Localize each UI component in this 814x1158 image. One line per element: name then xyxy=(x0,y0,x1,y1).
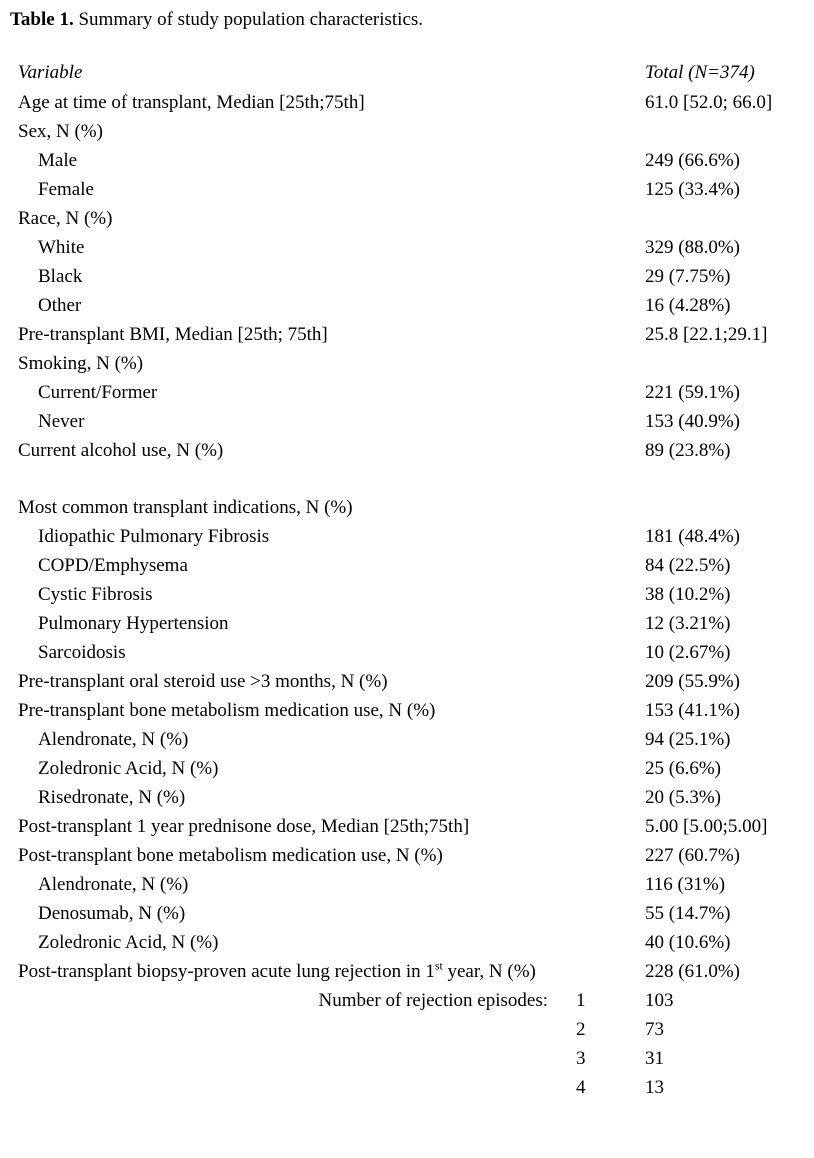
episode-count: 13 xyxy=(645,1077,664,1098)
row-label: Risedronate, N (%) xyxy=(38,787,186,808)
row-value: 84 (22.5%) xyxy=(645,555,731,576)
row-value: 55 (14.7%) xyxy=(645,903,731,924)
row-label: Cystic Fibrosis xyxy=(38,584,153,605)
table-row xyxy=(18,349,804,378)
table-row xyxy=(18,580,804,609)
row-value: 153 (40.9%) xyxy=(645,411,740,432)
table-row xyxy=(18,870,804,899)
row-label: Post-transplant bone metabolism medication use, N (%) xyxy=(18,845,443,866)
table-row xyxy=(18,407,804,436)
row-value: 16 (4.28%) xyxy=(645,295,731,316)
row-label: Zoledronic Acid, N (%) xyxy=(38,932,219,953)
row-label: Pre-transplant oral steroid use >3 months, N (%) xyxy=(18,671,388,692)
table-row xyxy=(18,493,804,522)
table-row xyxy=(18,609,804,638)
row-value: 228 (61.0%) xyxy=(645,961,740,982)
table-row xyxy=(18,841,804,870)
table-row xyxy=(18,320,804,349)
row-value: 61.0 [52.0; 66.0] xyxy=(645,92,773,113)
row-value: 227 (60.7%) xyxy=(645,845,740,866)
row-label: Other xyxy=(38,295,82,316)
table-row xyxy=(18,696,804,725)
table-row xyxy=(18,436,804,465)
row-label: Black xyxy=(38,266,83,287)
row-value: 29 (7.75%) xyxy=(645,266,731,287)
table-row xyxy=(18,262,804,291)
table-header-row xyxy=(18,58,804,87)
row-label: Idiopathic Pulmonary Fibrosis xyxy=(38,526,270,547)
table-row xyxy=(18,204,804,233)
table-body xyxy=(18,88,804,986)
episode-number: 4 xyxy=(576,1077,586,1098)
row-label: Most common transplant indications, N (%) xyxy=(18,497,353,518)
table-row xyxy=(18,899,804,928)
row-label: Alendronate, N (%) xyxy=(38,874,189,895)
rejection-episodes-label: Number of rejection episodes: xyxy=(318,990,548,1011)
row-value: 94 (25.1%) xyxy=(645,729,731,750)
superscript-ordinal: st xyxy=(434,959,443,973)
row-label: Post-transplant 1 year prednisone dose, Median [25th;75th] xyxy=(18,816,470,837)
table-row xyxy=(18,378,804,407)
table-caption xyxy=(10,8,804,32)
row-label: Male xyxy=(38,150,78,171)
row-value: 181 (48.4%) xyxy=(645,526,740,547)
row-label: Pre-transplant BMI, Median [25th; 75th] xyxy=(18,324,328,345)
row-label: Post-transplant biopsy-proven acute lung rejection in 1st year, N (%) xyxy=(18,959,536,982)
row-label: Never xyxy=(38,411,85,432)
table-row xyxy=(18,638,804,667)
row-label: White xyxy=(38,237,85,258)
table-row xyxy=(18,233,804,262)
row-value: 38 (10.2%) xyxy=(645,584,731,605)
row-value: 125 (33.4%) xyxy=(645,179,740,200)
row-value: 10 (2.67%) xyxy=(645,642,731,663)
column-header-total: Total (N=374) xyxy=(645,62,755,83)
episode-number: 1 xyxy=(576,990,586,1011)
row-value: 5.00 [5.00;5.00] xyxy=(645,816,768,837)
summary-table xyxy=(18,58,804,1102)
table-row xyxy=(18,667,804,696)
row-value: 329 (88.0%) xyxy=(645,237,740,258)
episode-count: 31 xyxy=(645,1048,664,1069)
table-caption-label: Table 1. xyxy=(10,9,74,30)
row-label: Race, N (%) xyxy=(18,208,113,229)
rejection-episode-row xyxy=(18,986,804,1015)
row-label: Sarcoidosis xyxy=(38,642,126,663)
row-label: Zoledronic Acid, N (%) xyxy=(38,758,219,779)
row-value: 209 (55.9%) xyxy=(645,671,740,692)
row-label: Pre-transplant bone metabolism medication use, N (%) xyxy=(18,700,436,721)
row-label: COPD/Emphysema xyxy=(38,555,188,576)
table-row xyxy=(18,175,804,204)
table-row xyxy=(18,146,804,175)
episode-number: 3 xyxy=(576,1048,586,1069)
column-header-variable: Variable xyxy=(18,62,83,83)
episode-count: 73 xyxy=(645,1019,664,1040)
row-value: 116 (31%) xyxy=(645,874,726,895)
row-label: Age at time of transplant, Median [25th;75th] xyxy=(18,92,365,113)
row-value: 25 (6.6%) xyxy=(645,758,721,779)
row-value: 249 (66.6%) xyxy=(645,150,740,171)
rejection-episode-row xyxy=(18,1015,804,1044)
row-label: Denosumab, N (%) xyxy=(38,903,186,924)
row-value: 221 (59.1%) xyxy=(645,382,740,403)
row-label: Pulmonary Hypertension xyxy=(38,613,229,634)
table-row xyxy=(18,812,804,841)
row-label: Current/Former xyxy=(38,382,158,403)
row-value: 153 (41.1%) xyxy=(645,700,740,721)
row-value: 40 (10.6%) xyxy=(645,932,731,953)
episode-number: 2 xyxy=(576,1019,586,1040)
row-value: 12 (3.21%) xyxy=(645,613,731,634)
row-label: Smoking, N (%) xyxy=(18,353,144,374)
rejection-episode-row xyxy=(18,1073,804,1102)
table-row xyxy=(18,725,804,754)
table-row xyxy=(18,783,804,812)
table-row xyxy=(18,928,804,957)
row-label: Alendronate, N (%) xyxy=(38,729,189,750)
table-row xyxy=(18,117,804,146)
table-row xyxy=(18,551,804,580)
row-value: 89 (23.8%) xyxy=(645,440,731,461)
row-value: 20 (5.3%) xyxy=(645,787,721,808)
row-label: Sex, N (%) xyxy=(18,121,103,142)
row-label: Current alcohol use, N (%) xyxy=(18,440,224,461)
table-row xyxy=(18,291,804,320)
rejection-episode-row xyxy=(18,1044,804,1073)
rejection-episodes-block xyxy=(18,986,804,1102)
row-value: 25.8 [22.1;29.1] xyxy=(645,324,768,345)
table-row xyxy=(18,957,804,986)
table-row xyxy=(18,522,804,551)
table-row xyxy=(18,754,804,783)
table-caption-text: Summary of study population characteristics. xyxy=(73,9,424,30)
row-label: Female xyxy=(38,179,94,200)
episode-count: 103 xyxy=(645,990,674,1011)
table-row xyxy=(18,88,804,117)
